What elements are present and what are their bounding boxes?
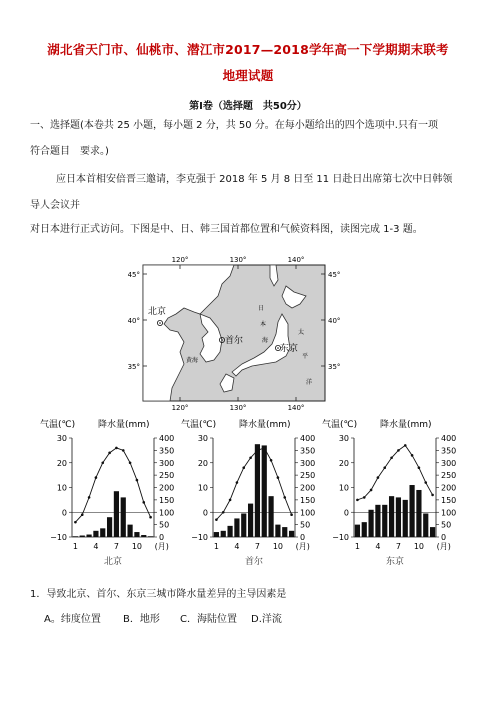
month-tick-label: 10 <box>131 542 143 551</box>
yellow-sea-label: 黄海 <box>186 357 199 364</box>
precip-bar <box>416 490 421 537</box>
temp-point <box>108 452 111 455</box>
precip-bar <box>134 532 139 537</box>
temp-point <box>149 516 152 519</box>
lat-label-40: 40° <box>127 317 140 325</box>
temp-point <box>256 449 259 452</box>
precip-bar <box>409 485 414 537</box>
precip-bar <box>262 445 267 537</box>
temp-tick-label: 20 <box>197 458 208 468</box>
precip-axis-title: 降水量(mm) <box>380 420 432 430</box>
month-tick-label: 10 <box>413 542 425 551</box>
temp-point <box>377 476 380 479</box>
precip-bar <box>241 513 246 537</box>
temp-point <box>418 466 421 469</box>
instructions-line-2: 符合题目 要求。) <box>30 146 109 157</box>
temp-point <box>74 521 77 524</box>
passage-line-3: 对日本进行正式访问。下图是中、日、韩三国首都位置和气候资料图，读图完成 1-3 题。 <box>30 224 423 235</box>
option-b: B．地形 <box>123 614 160 625</box>
temp-point <box>229 499 232 502</box>
precip-bar <box>355 525 360 537</box>
temp-tick-label: 20 <box>338 458 349 468</box>
document-title: 湖北省天门市、仙桃市、潜江市2017—2018学年高一下学期期末联考 <box>47 42 449 57</box>
precip-tick-label: 250 <box>441 471 457 481</box>
lon-label-120-bottom: 120° <box>171 404 189 412</box>
temp-point <box>277 476 280 479</box>
temp-point <box>88 496 91 499</box>
temp-point <box>115 447 118 450</box>
temp-point <box>356 499 359 502</box>
precip-bar <box>86 535 91 537</box>
temp-point <box>263 447 266 450</box>
month-unit: (月) <box>295 542 310 551</box>
precip-bar <box>227 526 232 537</box>
precip-tick-label: 100 <box>441 508 457 518</box>
temp-line <box>216 448 291 520</box>
city-label: 首尔 <box>244 557 264 567</box>
tokyo-label: 东京 <box>280 344 299 354</box>
precip-tick-label: 150 <box>159 495 175 505</box>
precip-tick-label: 400 <box>159 434 175 443</box>
temp-point <box>283 496 286 499</box>
precip-bar <box>141 535 146 537</box>
instructions-line-1: 一、选择题(本卷共 25 小题，每小题 2 分，共 50 分。在每小题给出的四个选项中.只有一项 <box>30 120 438 131</box>
precip-tick-label: 200 <box>441 483 457 493</box>
temp-tick-label: 0 <box>61 508 67 518</box>
lat-label-35: 35° <box>127 363 140 371</box>
precip-bar <box>234 518 239 537</box>
precip-tick-label: 50 <box>159 520 170 530</box>
beijing-label: 北京 <box>148 307 167 317</box>
temp-tick-label: 30 <box>197 434 208 443</box>
precip-tick-label: 250 <box>300 471 316 481</box>
precip-tick-label: 150 <box>300 495 316 505</box>
temp-point <box>390 457 393 460</box>
temp-tick-label: 0 <box>343 508 349 518</box>
sea-of-japan-char-1: 日 <box>258 305 265 312</box>
precip-bar <box>221 531 226 537</box>
month-tick-label: 4 <box>234 542 240 551</box>
temp-point <box>249 457 252 460</box>
precip-bar <box>121 497 126 537</box>
temp-tick-label: −10 <box>332 533 349 542</box>
precip-bar <box>148 536 153 537</box>
month-tick-label: 1 <box>354 542 360 551</box>
precip-bar <box>93 531 98 537</box>
temp-point <box>222 511 225 514</box>
precip-bar <box>368 510 373 537</box>
temp-point <box>242 466 245 469</box>
temp-point <box>142 501 145 504</box>
month-tick-label: 1 <box>213 542 219 551</box>
temp-axis-title: 气温(℃) <box>40 420 76 430</box>
section-heading: 第Ⅰ卷（选择题 共50分） <box>189 101 307 112</box>
seoul-label: 首尔 <box>225 336 244 346</box>
question-1: 1．导致北京、首尔、东京三城市降水量差异的主导因素是 <box>30 589 287 600</box>
temp-tick-label: 20 <box>56 458 67 468</box>
month-unit: (月) <box>154 542 169 551</box>
temp-point <box>236 481 239 484</box>
precip-bar <box>73 536 78 537</box>
precip-bar <box>255 444 260 537</box>
temp-point <box>411 454 414 457</box>
temp-point <box>95 476 98 479</box>
temp-point <box>129 461 132 464</box>
precip-bar <box>114 491 119 537</box>
city-label: 东京 <box>385 557 405 567</box>
month-tick-label: 4 <box>93 542 99 551</box>
precip-bar <box>423 513 428 537</box>
precip-tick-label: 350 <box>159 446 175 456</box>
precip-tick-label: 100 <box>159 508 175 518</box>
precip-tick-label: 350 <box>300 446 316 456</box>
lon-label-140-bottom: 140° <box>287 404 305 412</box>
temp-tick-label: 0 <box>202 508 208 518</box>
precip-tick-label: 300 <box>300 458 316 468</box>
month-tick-label: 10 <box>272 542 284 551</box>
temp-point <box>270 459 273 462</box>
precip-tick-label: 50 <box>300 520 311 530</box>
precip-axis-title: 降水量(mm) <box>98 420 150 430</box>
month-tick-label: 4 <box>375 542 381 551</box>
temp-tick-label: 30 <box>338 434 349 443</box>
precip-bar <box>382 505 387 537</box>
precip-tick-label: 150 <box>441 495 457 505</box>
temp-point <box>404 444 407 447</box>
temp-point <box>136 479 139 482</box>
option-d: D.洋流 <box>251 614 282 625</box>
temp-tick-label: 10 <box>338 483 349 493</box>
precip-bar <box>107 517 112 537</box>
precip-bar <box>289 531 294 537</box>
option-c: C．海陆位置 <box>180 614 237 625</box>
temp-tick-label: 30 <box>56 434 67 443</box>
precip-tick-label: 200 <box>300 483 316 493</box>
precip-tick-label: 350 <box>441 446 457 456</box>
pacific-char-3: 洋 <box>306 379 313 386</box>
precip-tick-label: 100 <box>300 508 316 518</box>
month-tick-label: 7 <box>395 542 401 551</box>
temp-tick-label: −10 <box>50 533 67 542</box>
month-unit: (月) <box>436 542 451 551</box>
option-a: A。纬度位置 <box>44 614 101 625</box>
temp-point <box>397 449 400 452</box>
precip-axis-title: 降水量(mm) <box>239 420 291 430</box>
temp-point <box>81 513 84 516</box>
city-label: 北京 <box>103 557 123 567</box>
lon-label-120: 120° <box>171 256 189 264</box>
lat-label-45-right: 45° <box>328 271 341 279</box>
precip-tick-label: 300 <box>441 458 457 468</box>
temp-axis-title: 气温(℃) <box>322 420 358 430</box>
precip-bar <box>268 496 273 537</box>
precip-bar <box>282 527 287 537</box>
precip-tick-label: 200 <box>159 483 175 493</box>
precip-bar <box>396 497 401 537</box>
precip-bar <box>248 504 253 537</box>
precip-bar <box>389 496 394 537</box>
passage-line-2: 导人会议并 <box>30 200 80 211</box>
sea-of-japan-char-3: 海 <box>262 337 269 344</box>
precip-bar <box>403 500 408 537</box>
precip-tick-label: 0 <box>159 533 165 542</box>
temp-point <box>424 481 427 484</box>
temp-point <box>383 466 386 469</box>
month-tick-label: 1 <box>72 542 78 551</box>
precip-tick-label: 250 <box>159 471 175 481</box>
precip-bar <box>275 525 280 537</box>
temp-point <box>290 513 293 516</box>
lon-label-130-bottom: 130° <box>229 404 247 412</box>
lon-label-130: 130° <box>229 256 247 264</box>
temp-tick-label: 10 <box>56 483 67 493</box>
precip-tick-label: 0 <box>441 533 447 542</box>
precip-tick-label: 0 <box>300 533 306 542</box>
lat-label-45: 45° <box>127 271 140 279</box>
temp-tick-label: 10 <box>197 483 208 493</box>
pacific-char-1: 太 <box>298 329 305 336</box>
precip-bar <box>214 532 219 537</box>
precip-bar <box>100 528 105 537</box>
precip-bar <box>127 525 132 537</box>
pacific-char-2: 平 <box>302 353 309 360</box>
temp-point <box>363 496 366 499</box>
temp-point <box>122 449 125 452</box>
temp-point <box>101 461 104 464</box>
passage-line-1: 应日本首相安倍晋三邀请，李克强于 2018 年 5 月 8 日至 11 日赴日出席第七次中日韩领 <box>56 174 453 185</box>
precip-bar <box>80 536 85 537</box>
precip-tick-label: 400 <box>441 434 457 443</box>
temp-point <box>370 489 373 492</box>
temp-tick-label: −10 <box>191 533 208 542</box>
temp-line <box>75 448 150 522</box>
month-tick-label: 7 <box>254 542 260 551</box>
temp-point <box>215 518 218 521</box>
lon-label-140: 140° <box>287 256 305 264</box>
sea-of-japan-char-2: 本 <box>260 321 267 328</box>
precip-tick-label: 50 <box>441 520 452 530</box>
east-asia-map <box>118 252 362 414</box>
month-tick-label: 7 <box>113 542 119 551</box>
lat-label-35-right: 35° <box>328 363 341 371</box>
document-subtitle: 地理试题 <box>222 68 274 83</box>
precip-bar <box>430 527 435 537</box>
precip-bar <box>362 522 367 537</box>
precip-tick-label: 400 <box>300 434 316 443</box>
temp-axis-title: 气温(℃) <box>181 420 217 430</box>
precip-bar <box>375 505 380 537</box>
precip-tick-label: 300 <box>159 458 175 468</box>
lat-label-40-right: 40° <box>328 317 341 325</box>
temp-point <box>431 494 434 497</box>
climate-charts <box>40 413 460 575</box>
